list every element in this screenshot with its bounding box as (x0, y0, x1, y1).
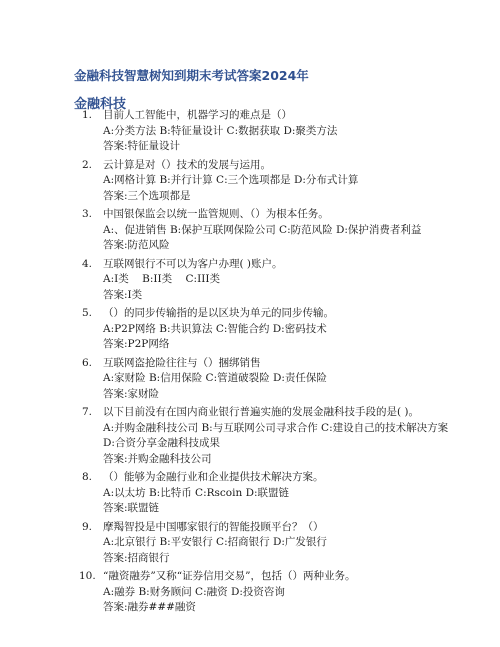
question-options: A:融券 B:财务顾问 C:融资 D:投资咨询 (103, 585, 285, 598)
question-item (0, 405, 500, 467)
question-answer: 答案:特征量设计 (103, 140, 181, 152)
question-stem: 中国银保监会以统一监管规则、（）为根本任务。 (103, 208, 329, 220)
question-options: A:I类 B:II类 C:III类 (103, 273, 221, 285)
question-options: A:P2P网络 B:共识算法 C:智能合约 D:密码技术 (103, 322, 327, 335)
question-item (0, 520, 500, 567)
question-stem: 互联网银行不可以为客户办理( )账户。 (103, 257, 283, 270)
question-body (103, 207, 473, 254)
question-item (0, 356, 500, 403)
question-body (103, 306, 473, 353)
question-options: A:并购金融科技公司 B:与互联网公司寻求合作 C:建设自己的技术解决方案 (103, 421, 449, 434)
question-number: 5. (82, 307, 93, 319)
question-stem: 云计算是对（）技术的发展与运用。 (103, 158, 271, 171)
question-stem: 目前人工智能中，机器学习的难点是（） (103, 109, 292, 121)
section-heading: 金融科技 (74, 97, 127, 112)
question-number: 8. (82, 471, 93, 483)
question-number: 1. (82, 109, 93, 121)
question-answer: 答案:I类 (103, 288, 143, 301)
question-options: A:分类方法 B:特征量设计 C:数据获取 D:聚类方法 (103, 124, 338, 137)
question-options: A:以太坊 B:比特币 C:Rscoin D:联盟链 (103, 486, 290, 499)
question-body (103, 405, 473, 467)
question-answer: 答案:联盟链 (103, 502, 160, 514)
question-stem: 以下目前没有在国内商业银行普遍实施的发展金融科技手段的是( )。 (103, 406, 420, 418)
question-item (0, 108, 500, 155)
question-answer: 答案:并购金融科技公司 (103, 452, 212, 465)
question-body (103, 356, 473, 403)
question-answer: 答案:家财险 (103, 387, 160, 400)
question-options-continued: D:合资分享金融科技成果 (103, 437, 220, 449)
question-stem: 互联网盗抢险往往与（）捆绑销售 (103, 356, 261, 369)
question-stem: （）的同步传输指的是以区块为单元的同步传输。 (103, 307, 334, 319)
question-answer: 答案:防范风险 (103, 239, 170, 251)
question-answer: 答案:招商银行 (103, 551, 170, 564)
question-number: 4. (82, 257, 93, 270)
question-options: A:家财险 B:信用保险 C:管道破裂险 D:责任保险 (103, 372, 327, 384)
question-number: 10. (79, 570, 96, 582)
question-item (0, 257, 500, 304)
question-number: 7. (82, 406, 93, 418)
question-body (103, 158, 473, 205)
question-number: 3. (82, 208, 93, 220)
question-list (0, 108, 500, 619)
question-options: A:北京银行 B:平安银行 C:招商银行 D:广发银行 (103, 536, 327, 548)
question-item (0, 306, 500, 353)
question-stem: （）能够为金融行业和企业提供技术解决方案。 (103, 471, 324, 483)
question-number: 2. (82, 158, 93, 171)
question-answer: 答案:三个选项都是 (103, 189, 191, 202)
question-answer: 答案:P2P网络 (103, 338, 170, 350)
question-item (0, 158, 500, 205)
question-stem: 摩羯智投是中国哪家银行的智能投顾平台？（） (103, 520, 324, 533)
question-number: 6. (82, 356, 93, 369)
document-title: 金融科技智慧树知到期末考试答案2024年 (74, 68, 309, 83)
question-body (103, 257, 473, 304)
question-body (103, 520, 473, 567)
question-body (103, 470, 473, 517)
question-item (0, 470, 500, 517)
question-answer: 答案:融券###融资 (103, 601, 196, 613)
question-stem: “融资融券”又称“证券信用交易”，包括（）两种业务。 (103, 570, 356, 582)
question-number: 9. (82, 520, 93, 533)
question-item (0, 569, 500, 616)
question-options: A:、促进销售 B:保护互联网保险公司 C:防范风险 D:保护消费者利益 (103, 223, 422, 236)
question-item (0, 207, 500, 254)
question-options: A:网格计算 B:并行计算 C:三个选项都是 D:分布式计算 (103, 174, 359, 186)
question-body (103, 569, 473, 616)
question-body (103, 108, 473, 155)
